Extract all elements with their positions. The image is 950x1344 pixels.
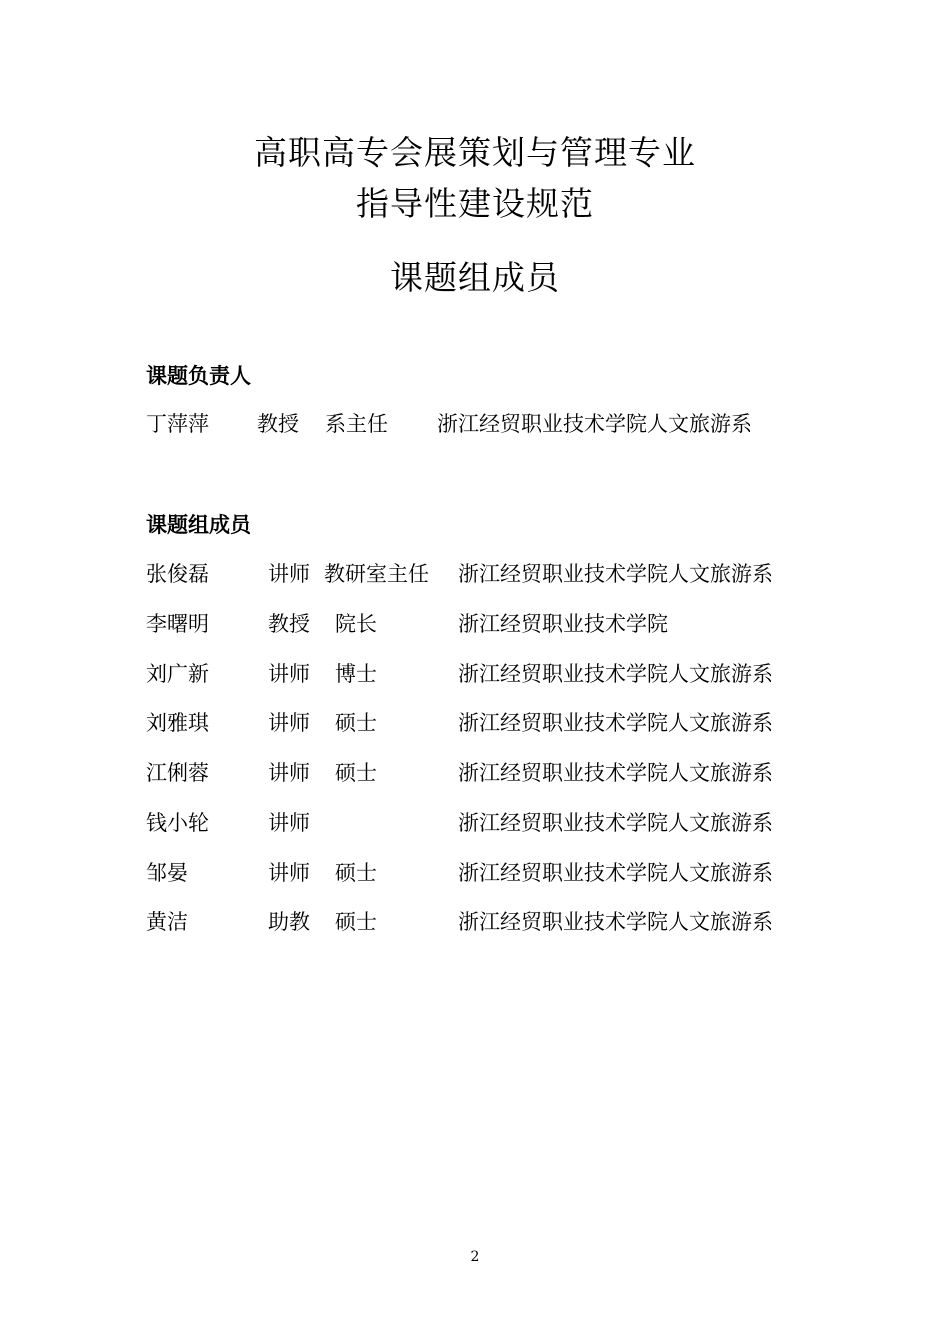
member-row: [0, 758, 950, 788]
member-organization: 浙江经贸职业技术学院: [458, 612, 668, 636]
member-role: 硕士: [335, 861, 377, 885]
member-name: 李曙明: [146, 612, 209, 636]
member-row: [0, 907, 950, 937]
member-role: 硕士: [335, 910, 377, 934]
member-organization: 浙江经贸职业技术学院人文旅游系: [458, 811, 773, 835]
member-organization: 浙江经贸职业技术学院人文旅游系: [458, 662, 773, 686]
member-organization: 浙江经贸职业技术学院人文旅游系: [458, 562, 773, 586]
document-title-line-3: 课题组成员: [390, 258, 560, 297]
page-number: 2: [470, 1249, 480, 1265]
member-title: 讲师: [268, 711, 310, 735]
member-organization: 浙江经贸职业技术学院人文旅游系: [458, 761, 773, 785]
member-role: 教研室主任: [324, 562, 429, 586]
member-organization: 浙江经贸职业技术学院人文旅游系: [437, 412, 752, 436]
member-row: [0, 559, 950, 589]
member-title: 讲师: [268, 562, 310, 586]
member-title: 讲师: [268, 662, 310, 686]
member-name: 邹晏: [146, 861, 188, 885]
members-section-heading: 课题组成员: [146, 512, 251, 537]
member-title: 教授: [268, 612, 310, 636]
member-title: 助教: [268, 910, 310, 934]
member-title: 讲师: [268, 811, 310, 835]
document-title-line-2: 指导性建设规范: [356, 184, 594, 223]
member-role: 硕士: [335, 761, 377, 785]
member-organization: 浙江经贸职业技术学院人文旅游系: [458, 711, 773, 735]
member-role: 院长: [335, 612, 377, 636]
member-role: 系主任: [325, 412, 388, 436]
member-name: 钱小轮: [146, 811, 209, 835]
member-name: 张俊磊: [146, 562, 209, 586]
document-title-line-1: 高职高专会展策划与管理专业: [254, 133, 696, 172]
member-title: 教授: [257, 412, 299, 436]
member-name: 刘雅琪: [146, 711, 209, 735]
member-name: 丁萍萍: [146, 412, 209, 436]
member-row: [0, 659, 950, 689]
member-organization: 浙江经贸职业技术学院人文旅游系: [458, 861, 773, 885]
member-row: [0, 708, 950, 738]
member-name: 江俐蓉: [146, 761, 209, 785]
member-role: 硕士: [335, 711, 377, 735]
member-role: 博士: [335, 662, 377, 686]
member-row: [0, 808, 950, 838]
member-organization: 浙江经贸职业技术学院人文旅游系: [458, 910, 773, 934]
leader-section-heading: 课题负责人: [146, 363, 251, 388]
member-row: [0, 609, 950, 639]
member-name: 刘广新: [146, 662, 209, 686]
member-title: 讲师: [268, 761, 310, 785]
member-title: 讲师: [268, 861, 310, 885]
leader-row: [0, 409, 950, 439]
member-name: 黄洁: [146, 910, 188, 934]
member-row: [0, 858, 950, 888]
